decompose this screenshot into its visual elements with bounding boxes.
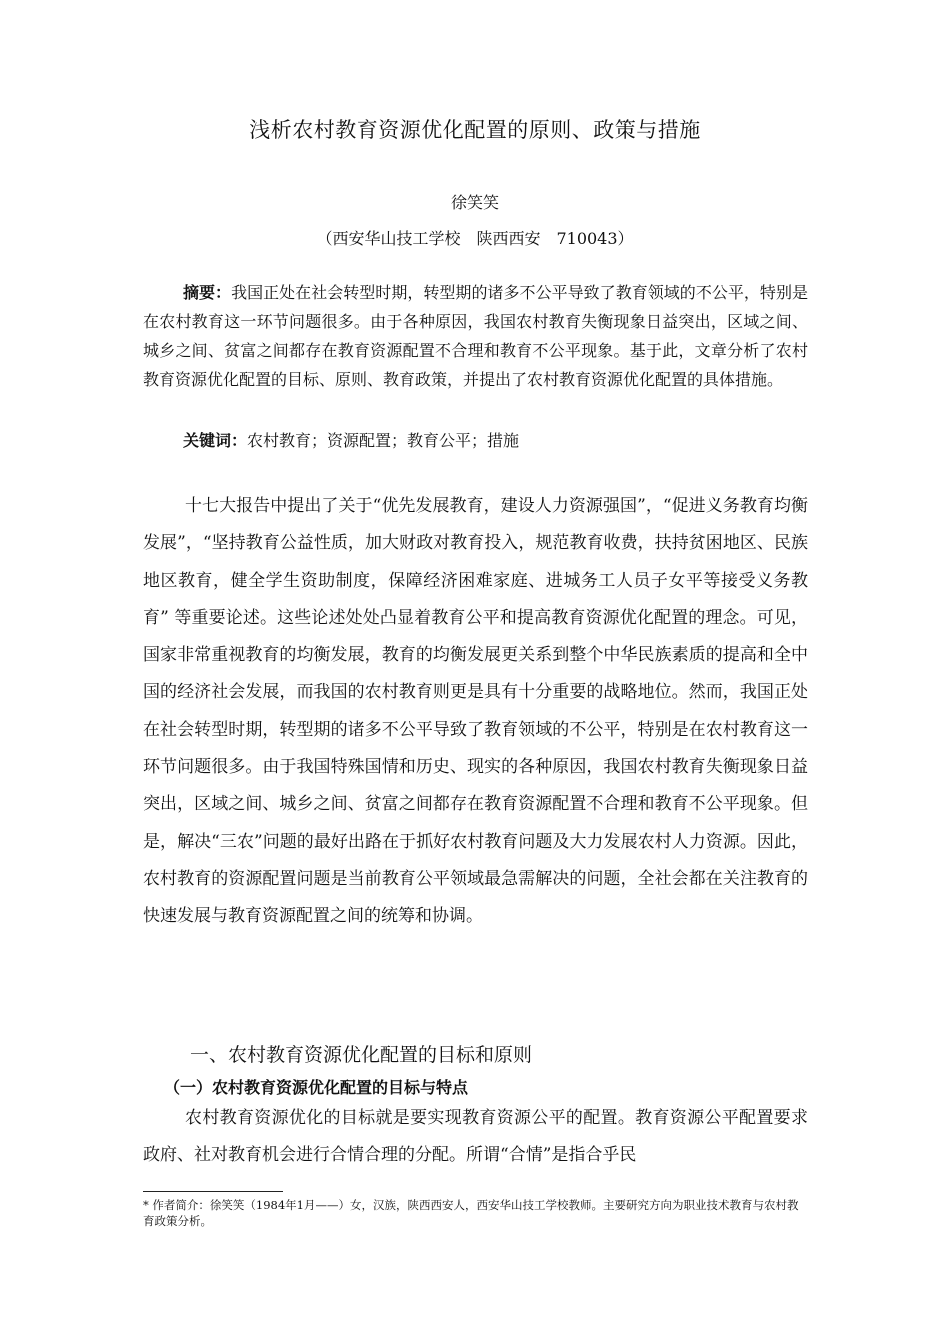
abstract bbox=[143, 278, 808, 394]
keywords-text: 农村教育；资源配置；教育公平；措施 bbox=[247, 431, 520, 450]
intro-paragraph: 十七大报告中提出了关于“优先发展教育，建设人力资源强国”，“促进义务教育均衡发展”，“坚持教育公益性质，加大财政对教育投入，规范教育收费，扶持贫困地区、民族地区教育，健全学生资助制度，保障经济困难家庭、进城务工人员子女平等接受义务教育” 等重要论述。这些论述处处凸显着教育公平和提高教育资源优化配置的理念。可见，国家非常重视教育的均衡发展，教育的均衡发展更关系到整个中华民族素质的提高和全中国的经济社会发展，而我国的农村教育则更是具有十分重要的战略地位。然而，我国正处在社会转型时期，转型期的诸多不公平导致了教育领域的不公平，特别是在农村教育这一环节问题很多。由于我国特殊国情和历史、现实的各种原因，我国农村教育失衡现象日益突出，区域之间、城乡之间、贫富之间都存在教育资源配置不合理和教育不公平现象。但是，解决“三农”问题的最好出路在于抓好农村教育问题及大力发展农村人力资源。因此，农村教育的资源配置问题是当前教育公平领域最急需解决的问题，全社会都在关注教育的快速发展与教育资源配置之间的统筹和协调。 bbox=[143, 496, 808, 927]
author-name: 徐笑笑 bbox=[450, 193, 499, 212]
footnote-divider bbox=[143, 1191, 283, 1192]
footnote: * 作者简介：徐笑笑（1984年1月——）女，汉族，陕西西安人，西安华山技工学校教师。主要研究方向为职业技术教育与农村教育政策分析。 bbox=[143, 1198, 799, 1228]
paper-title: 浅析农村教育资源优化配置的原则、政策与措施 bbox=[249, 118, 701, 142]
section-heading: 一、农村教育资源优化配置的目标和原则 bbox=[190, 1044, 533, 1066]
keywords bbox=[143, 426, 808, 455]
section-paragraph: 农村教育资源优化的目标就是要实现教育资源公平的配置。教育资源公平配置要求政府、社对教育机会进行合情合理的分配。所谓“合情”是指合乎民 bbox=[143, 1108, 808, 1166]
subsection-heading: （一）农村教育资源优化配置的目标与特点 bbox=[164, 1078, 469, 1097]
abstract-text: 我国正处在社会转型时期，转型期的诸多不公平导致了教育领域的不公平，特别是在农村教育这一环节问题很多。由于各种原因，我国农村教育失衡现象日益突出，区域之间、城乡之间、贫富之间都存在教育资源配置不合理和教育不公平现象。基于此，文章分析了农村教育资源优化配置的目标、原则、教育政策，并提出了农村教育资源优化配置的具体措施。 bbox=[143, 283, 808, 389]
author-affiliation: （西安华山技工学校 陕西西安 710043） bbox=[316, 229, 634, 248]
keywords-label: 关键词： bbox=[183, 431, 248, 450]
abstract-label: 摘要： bbox=[183, 283, 232, 302]
